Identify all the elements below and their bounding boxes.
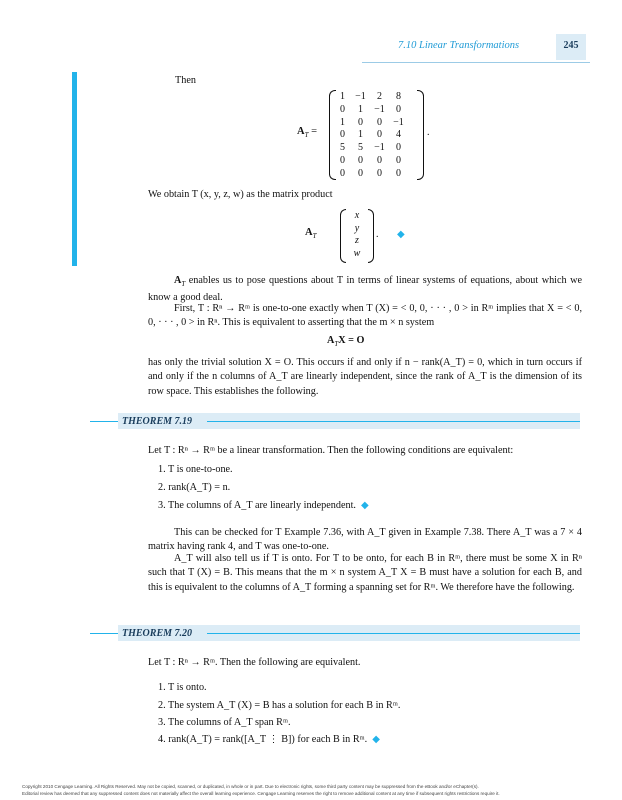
vector-bracket-right <box>368 209 374 263</box>
list-item: 2. The system A_T (X) = B has a solution for each B in Rᵐ. <box>158 700 401 711</box>
matrix-cell: 1 <box>358 103 363 115</box>
vector-entry: w <box>353 248 361 260</box>
vector-grid <box>347 210 367 261</box>
obtain-line: We obtain T (x, y, z, w) as the matrix product <box>148 189 333 200</box>
theorem-rule-right <box>207 633 580 634</box>
system-equation: $A_TX = O$ <box>327 335 365 349</box>
matrix-cell: −1 <box>355 91 366 102</box>
paragraph-1: $A_T$ enables us to pose questions about T in terms of linear systems of equations, about which we know a good deal. <box>148 275 582 304</box>
theorem-rule-right <box>207 421 580 422</box>
matrix-cell: 0 <box>340 103 345 115</box>
vector-entry: x <box>354 210 360 221</box>
matrix-cell: 8 <box>396 91 401 102</box>
running-title: 7.10 Linear Transformations <box>398 40 520 51</box>
list-item: 2. rank(A_T) = n. <box>158 482 231 493</box>
copyright-line: Copyright 2010 Cengage Learning. All Rights Reserved. May not be copied, scanned, or duplicated, in whole or in part. Due to electronic rights, some third party content may be suppressed from the eBook and/or eChapter(s). <box>22 784 479 789</box>
vector-entry: y <box>354 222 360 234</box>
matrix-cell: 5 <box>358 142 363 154</box>
matrix-grid <box>334 91 408 181</box>
vector-period: . <box>376 229 379 240</box>
matrix-cell: 0 <box>340 154 345 166</box>
list-item: 1. T is onto. <box>158 682 207 693</box>
matrix-cell: 0 <box>377 116 382 128</box>
vector-entry: z <box>355 235 359 247</box>
matrix-cell: 5 <box>340 142 345 154</box>
matrix-cell: 0 <box>396 142 401 154</box>
matrix-period: . <box>427 127 430 138</box>
list-item: 3. The columns of A_T span Rᵐ. <box>158 717 291 728</box>
then-text: Then <box>175 75 196 86</box>
matrix-bracket-right <box>417 90 424 180</box>
vector-bracket-left <box>340 209 346 263</box>
theorem-7-20-statement: Let T : Rⁿ → Rᵐ. Then the following are equivalent. <box>148 657 361 668</box>
diamond-icon: ◆ <box>397 229 405 240</box>
list-item: 3. The columns of A_T are linearly independent. ◆ <box>158 500 369 511</box>
matrix-cell: 0 <box>340 129 345 141</box>
matrix-label: $A_T$ = <box>297 126 318 140</box>
matrix-cell: 0 <box>396 103 401 115</box>
editorial-line: Editorial review has deemed that any suppressed content does not materially affect the overall learning experience. Cengage Learning reserves the right to remove additional content at any time if subsequent rights restrictions require it. <box>22 791 500 796</box>
vector-label: $A_T$ <box>305 227 317 241</box>
page-number: 245 <box>563 40 579 51</box>
theorem-7-20-label: THEOREM 7.20 <box>122 628 193 639</box>
theorem-rule-left <box>90 633 118 634</box>
list-item: 1. T is one-to-one. <box>158 464 233 475</box>
matrix-cell: 0 <box>340 167 345 179</box>
header-rule <box>362 62 590 63</box>
matrix-cell: 0 <box>377 154 382 166</box>
matrix-cell: 0 <box>358 154 363 166</box>
paragraph-2: First, T : Rⁿ → Rᵐ is one-to-one exactly when T (X) = < 0, 0, · · · , 0 > in Rᵐ implies that X = < 0, 0, · · · , 0 > in Rⁿ. This is equivalent to asserting that the m × n system <box>148 303 582 329</box>
theorem-7-19-label: THEOREM 7.19 <box>122 416 193 427</box>
theorem-rule-left <box>90 421 118 422</box>
matrix-cell: 0 <box>396 167 401 179</box>
paragraph-4: This can be checked for T Example 7.36, with A_T given in Example 7.38. There A_T was a 7 × 4 matrix having rank 4, and T was one-to-one. <box>148 527 582 553</box>
matrix-cell: 1 <box>358 129 363 141</box>
matrix-cell: −1 <box>374 103 385 115</box>
matrix-cell: 0 <box>377 167 382 179</box>
paragraph-5: A_T will also tell us if T is onto. For T to be onto, for each B in Rᵐ, there must be some X in Rⁿ such that T (X) = B. This means that the m × n system A_T X = B must have a solution for each B, and this is equivalent to the columns of A_T forming a spanning set for Rᵐ. We therefore have the following. <box>148 553 582 593</box>
diamond-icon: ◆ <box>361 500 369 511</box>
side-bar <box>72 72 77 266</box>
matrix-cell: 4 <box>396 129 401 141</box>
matrix-cell: 1 <box>340 116 345 128</box>
matrix-cell: 0 <box>358 116 363 128</box>
paragraph-3: has only the trivial solution X = O. This occurs if and only if n − rank(A_T) = 0, which in turn occurs if and only if the n columns of A_T are linearly independent, since the rank of A_T is the dimension of its row space. This establishes the following. <box>148 357 582 397</box>
theorem-7-19-statement: Let T : Rⁿ → Rᵐ be a linear transformation. Then the following conditions are equivalent: <box>148 445 514 456</box>
diamond-icon: ◆ <box>372 734 380 745</box>
list-item: 4. rank(A_T) = rank([A_T ⋮ B]) for each B in Rᵐ. ◆ <box>158 734 380 745</box>
matrix-cell: −1 <box>374 142 385 154</box>
matrix-cell: 1 <box>340 91 345 102</box>
matrix-cell: 0 <box>358 167 363 179</box>
matrix-cell: 0 <box>396 154 401 166</box>
matrix-cell: −1 <box>393 116 404 128</box>
matrix-cell: 0 <box>377 129 382 141</box>
matrix-cell: 2 <box>377 91 382 102</box>
